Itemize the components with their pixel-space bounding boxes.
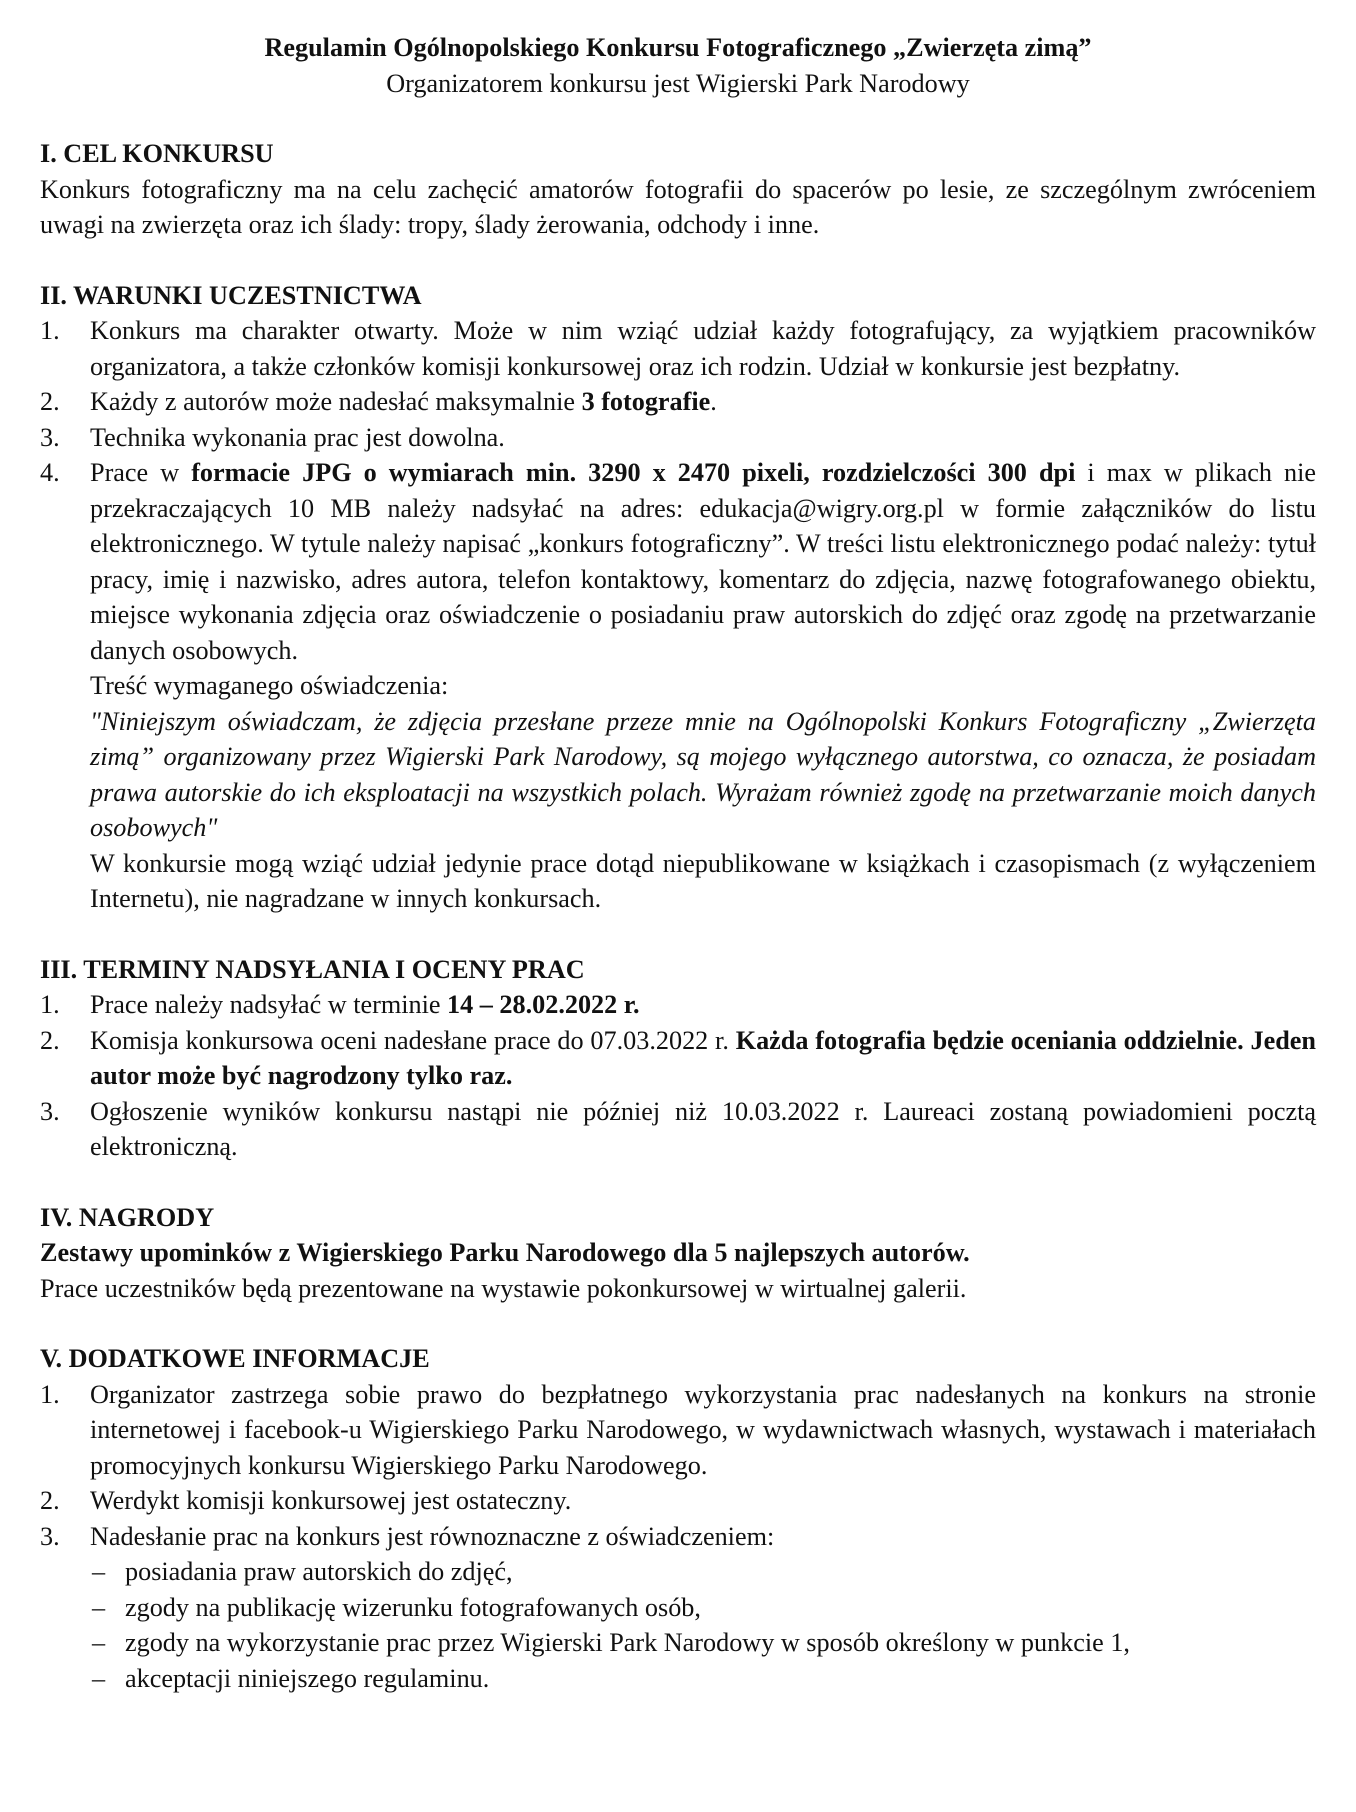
section-text: Prace uczestników będą prezentowane na wystawie pokonkursowej w wirtualnej galerii. xyxy=(40,1273,967,1303)
document-header xyxy=(40,30,1316,101)
list-number: 1. xyxy=(40,1379,60,1409)
section-heading: I. CEL KONKURSU xyxy=(40,139,274,168)
list-item-text: . xyxy=(710,387,717,416)
dash-bullet: – xyxy=(92,1628,106,1657)
list-item-text: Konkurs ma charakter otwarty. Może w nim wziąć udział każdy fotografujący, za wyjątkiem pracowników organizatora, a także członków komisji konkursowej oraz ich rodzin. Udział w konkursie jest bezpłatny. xyxy=(90,316,1316,381)
list-number: 1. xyxy=(40,316,60,345)
dash-list xyxy=(90,1554,1316,1696)
section-prizes xyxy=(40,1200,1316,1307)
list-item xyxy=(40,1483,1316,1519)
section-goal xyxy=(40,136,1316,243)
list-number: 2. xyxy=(40,1486,60,1515)
bold-text: formacie JPG o wymiarach min. 3290 x 2470 pixeli, rozdzielczości 300 dpi xyxy=(191,458,1076,487)
bold-text: Każda fotografia będzie oceniania oddzielnie. Jeden autor może być nagrodzony tylko raz. xyxy=(90,1025,1316,1090)
dash-list-item xyxy=(90,1625,1316,1661)
section-participation xyxy=(40,278,1316,917)
list-number: 2. xyxy=(40,1025,60,1055)
list-item-text: Komisja konkursowa oceni nadesłane prace do 07.03.2022 r. xyxy=(90,1025,736,1055)
dash-list-item xyxy=(90,1554,1316,1590)
section-heading: III. TERMINY NADSYŁANIA I OCENY PRAC xyxy=(40,954,585,984)
statement-text: "Niniejszym oświadczam, że zdjęcia przesłane przeze mnie na Ogólnopolski Konkurs Fotograficzny „Zwierzęta zimą” organizowany przez Wigierski Park Narodowy, są mojego wyłącznego autorstwa, co oznacza, że posiadam prawa autorskie do ich eksploatacji na wszystkich polach. Wyrażam również zgodę na przetwarzanie moich danych osobowych" xyxy=(90,706,1316,842)
list-number: 3. xyxy=(40,1096,60,1126)
section-additional-info xyxy=(40,1341,1316,1696)
section-heading: V. DODATKOWE INFORMACJE xyxy=(40,1344,430,1373)
list-item xyxy=(40,1519,1316,1697)
list-item-text: Każdy z autorów może nadesłać maksymalnie xyxy=(90,387,582,416)
list-item-text: Prace w xyxy=(90,458,192,487)
list-number: 4. xyxy=(40,458,60,487)
dash-bullet: – xyxy=(92,1592,106,1622)
list-item xyxy=(40,420,1316,456)
section-heading: II. WARUNKI UCZESTNICTWA xyxy=(40,280,422,310)
dash-list-item xyxy=(90,1590,1316,1626)
list-item-text: Technika wykonania prac jest dowolna. xyxy=(90,422,505,452)
bold-text: 3 fotografie xyxy=(581,387,711,416)
dash-list-item xyxy=(90,1661,1316,1697)
list-number: 3. xyxy=(40,1521,60,1551)
dash-item-text: zgody na wykorzystanie prac przez Wigierski Park Narodowy w sposób określony w punkcie 1, xyxy=(125,1628,1130,1657)
numbered-list xyxy=(40,987,1316,1165)
prizes-bold-text xyxy=(40,1235,1316,1271)
list-item-text: Nadesłanie prac na konkurs jest równoznaczne z oświadczeniem: xyxy=(90,1521,775,1551)
list-number: 3. xyxy=(40,422,60,452)
dash-bullet: – xyxy=(92,1557,106,1586)
list-item xyxy=(40,1377,1316,1484)
numbered-list xyxy=(40,1377,1316,1697)
numbered-list xyxy=(40,313,1316,917)
list-item-text: Werdykt komisji konkursowej jest ostateczny. xyxy=(90,1486,572,1515)
submission-paragraph xyxy=(90,455,1316,668)
list-number: 1. xyxy=(40,990,60,1019)
regulation-document xyxy=(40,30,1316,1731)
list-item xyxy=(40,455,1316,917)
dash-item-text: zgody na publikację wizerunku fotografowanych osób, xyxy=(125,1592,701,1622)
section-heading: IV. NAGRODY xyxy=(40,1202,215,1232)
document-title: Regulamin Ogólnopolskiego Konkursu Fotograficznego „Zwierzęta zimą” xyxy=(264,33,1092,62)
closing-text: W konkursie mogą wziąć udział jedynie prace dotąd niepublikowane w książkach i czasopismach (z wyłączeniem Internetu), nie nagradzane w innych konkursach. xyxy=(90,848,1316,913)
list-item-text: Prace należy nadsyłać w terminie xyxy=(90,990,448,1019)
dash-item-text: akceptacji niniejszego regulaminu. xyxy=(125,1663,490,1693)
section-text: Konkurs fotograficzny ma na celu zachęcić amatorów fotografii do spacerów po lesie, ze szczególnym zwróceniem uwagi na zwierzęta oraz ich ślady: tropy, ślady żerowania, odchody i inne. xyxy=(40,174,1316,239)
list-item xyxy=(40,1094,1316,1165)
bold-text: 14 – 28.02.2022 r. xyxy=(447,990,640,1019)
list-item xyxy=(40,987,1316,1023)
list-item-text: i max w plikach nie przekraczających 10 MB należy nadsyłać na adres: edukacja@wigry.org.pl w formie załączników do listu elektronicznego. W tytule należy napisać „konkurs fotograficzny”. W treści listu elektronicznego podać należy: tytuł pracy, imię i nazwisko, adres autora, telefon kontaktowy, komentarz do zdjęcia, nazwę fotografowanego obiektu, miejsce wykonania zdjęcia oraz oświadczenie o posiadaniu praw autorskich do zdjęć oraz zgodę na przetwarzanie danych osobowych. xyxy=(90,458,1316,665)
dash-item-text: posiadania praw autorskich do zdjęć, xyxy=(125,1557,513,1586)
list-item xyxy=(40,313,1316,384)
bold-text: Zestawy upominków z Wigierskiego Parku Narodowego dla 5 najlepszych autorów. xyxy=(40,1238,970,1267)
statement-label: Treść wymaganego oświadczenia: xyxy=(90,671,449,700)
document-subtitle: Organizatorem konkursu jest Wigierski Park Narodowy xyxy=(386,68,970,98)
list-item xyxy=(40,384,1316,420)
list-number: 2. xyxy=(40,387,60,416)
list-item-text: Ogłoszenie wyników konkursu nastąpi nie później niż 10.03.2022 r. Laureaci zostaną powiadomieni pocztą elektroniczną. xyxy=(90,1096,1316,1161)
section-deadlines xyxy=(40,952,1316,1165)
list-item-text: Organizator zastrzega sobie prawo do bezpłatnego wykorzystania prac nadesłanych na konkurs na stronie internetowej i facebook-u Wigierskiego Parku Narodowego, w wydawnictwach własnych, wystawach i materiałach promocyjnych konkursu Wigierskiego Parku Narodowego. xyxy=(90,1379,1316,1480)
list-item xyxy=(40,1023,1316,1094)
dash-bullet: – xyxy=(92,1663,106,1693)
